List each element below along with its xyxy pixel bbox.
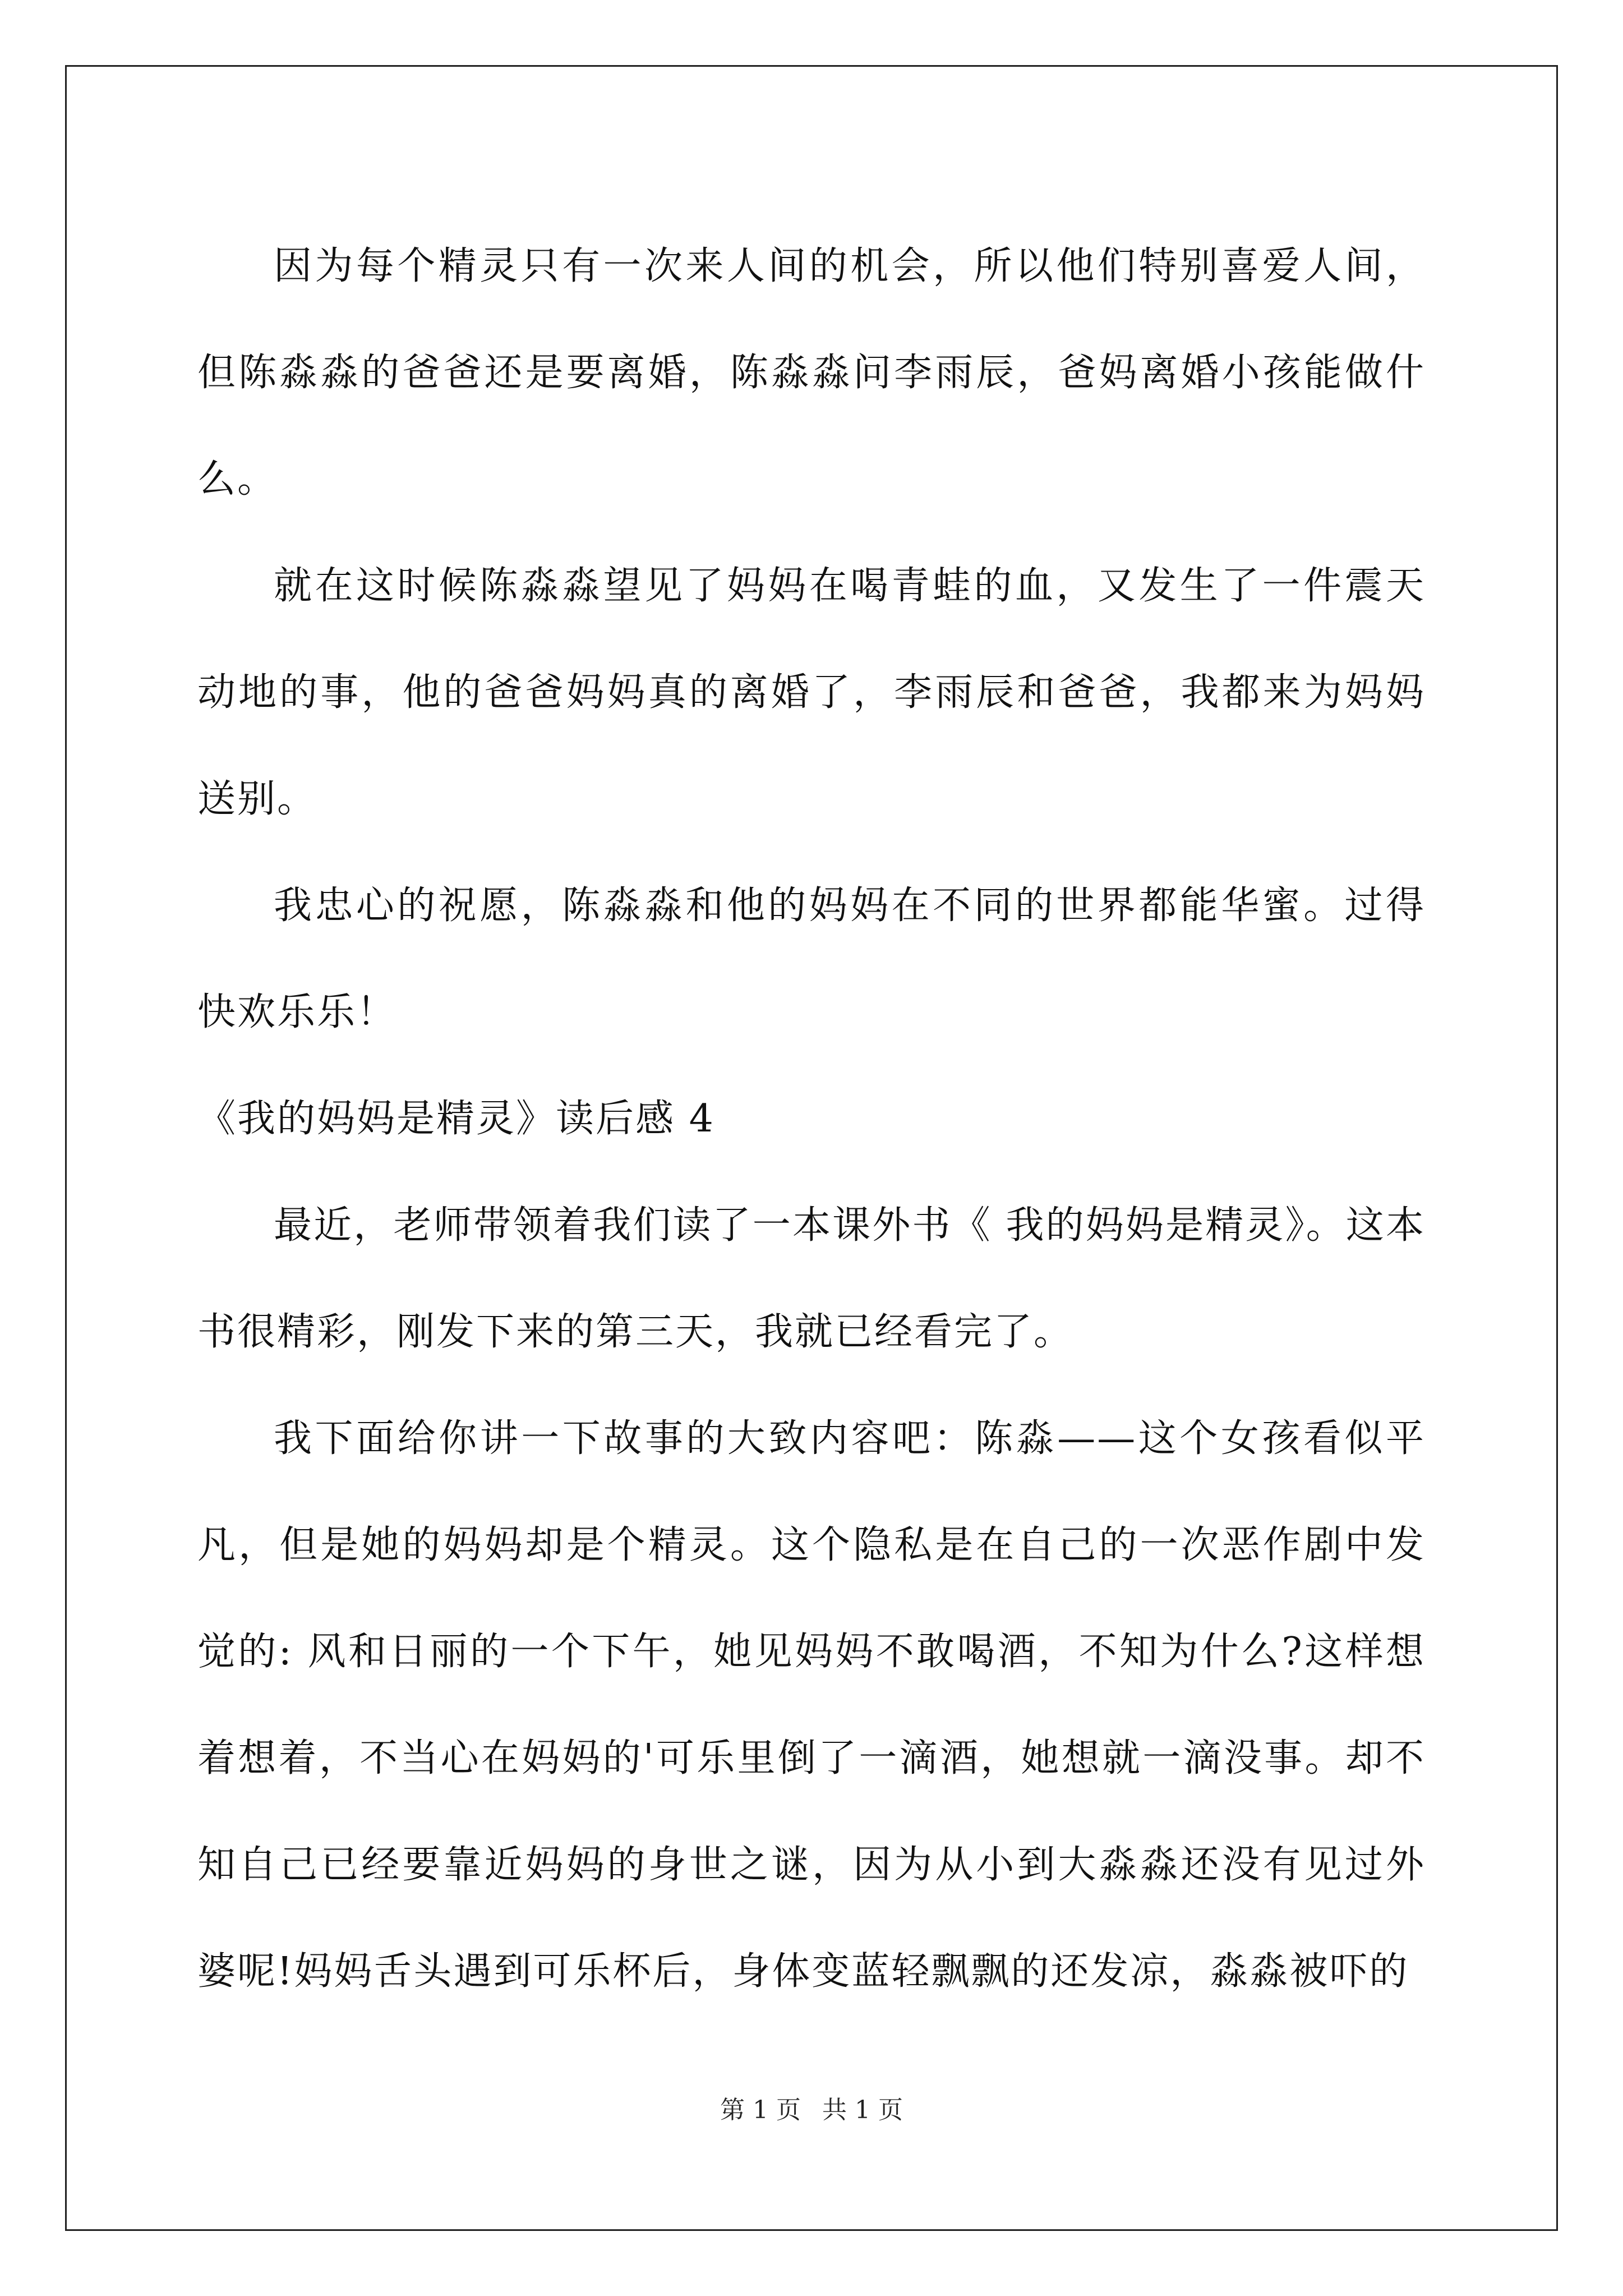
section-heading: 《我的妈妈是精灵》读后感 4 bbox=[197, 1097, 715, 1141]
page-footer bbox=[0, 2090, 1623, 2125]
page-number: 第 1 页 bbox=[720, 2096, 801, 2124]
paragraph-3: 我忠心的祝愿，陈淼淼和他的妈妈在不同的世界都能华蜜。过得快欢乐乐！ bbox=[197, 884, 1426, 1034]
paragraph-4: 最近，老师带领着我们读了一本课外书《 我的妈妈是精灵》。这本书很精彩，刚发下来的第三天，我就已经看完了。 bbox=[197, 1203, 1426, 1354]
page-total: 共 1 页 bbox=[822, 2096, 903, 2124]
paragraph-2: 就在这时候陈淼淼望见了妈妈在喝青蛙的血，又发生了一件震天动地的事，他的爸爸妈妈真的离婚了，李雨辰和爸爸，我都来为妈妈送别。 bbox=[197, 564, 1426, 821]
document-body bbox=[197, 213, 1426, 2025]
paragraph-1: 因为每个精灵只有一次来人间的机会，所以他们特别喜爱人间，但陈淼淼的爸爸还是要离婚，陈淼淼问李雨辰，爸妈离婚小孩能做什么。 bbox=[197, 244, 1426, 501]
paragraph-5: 我下面给你讲一下故事的大致内容吧：陈淼——这个女孩看似平凡，但是她的妈妈却是个精灵。这个隐私是在自己的一次恶作剧中发觉的: 风和日丽的一个下午，她见妈妈不敢喝酒，不知为什么?这样想着想着，不当心在妈妈的'可乐里倒了一滴酒，她想就一滴没事。却不知自己已经要靠近妈妈的身世之谜，因为从小到大淼淼还没有见过外婆呢!妈妈舌头遇到可乐杯后，身体变蓝轻飘飘的还发凉，淼淼被吓的 bbox=[197, 1416, 1426, 1994]
